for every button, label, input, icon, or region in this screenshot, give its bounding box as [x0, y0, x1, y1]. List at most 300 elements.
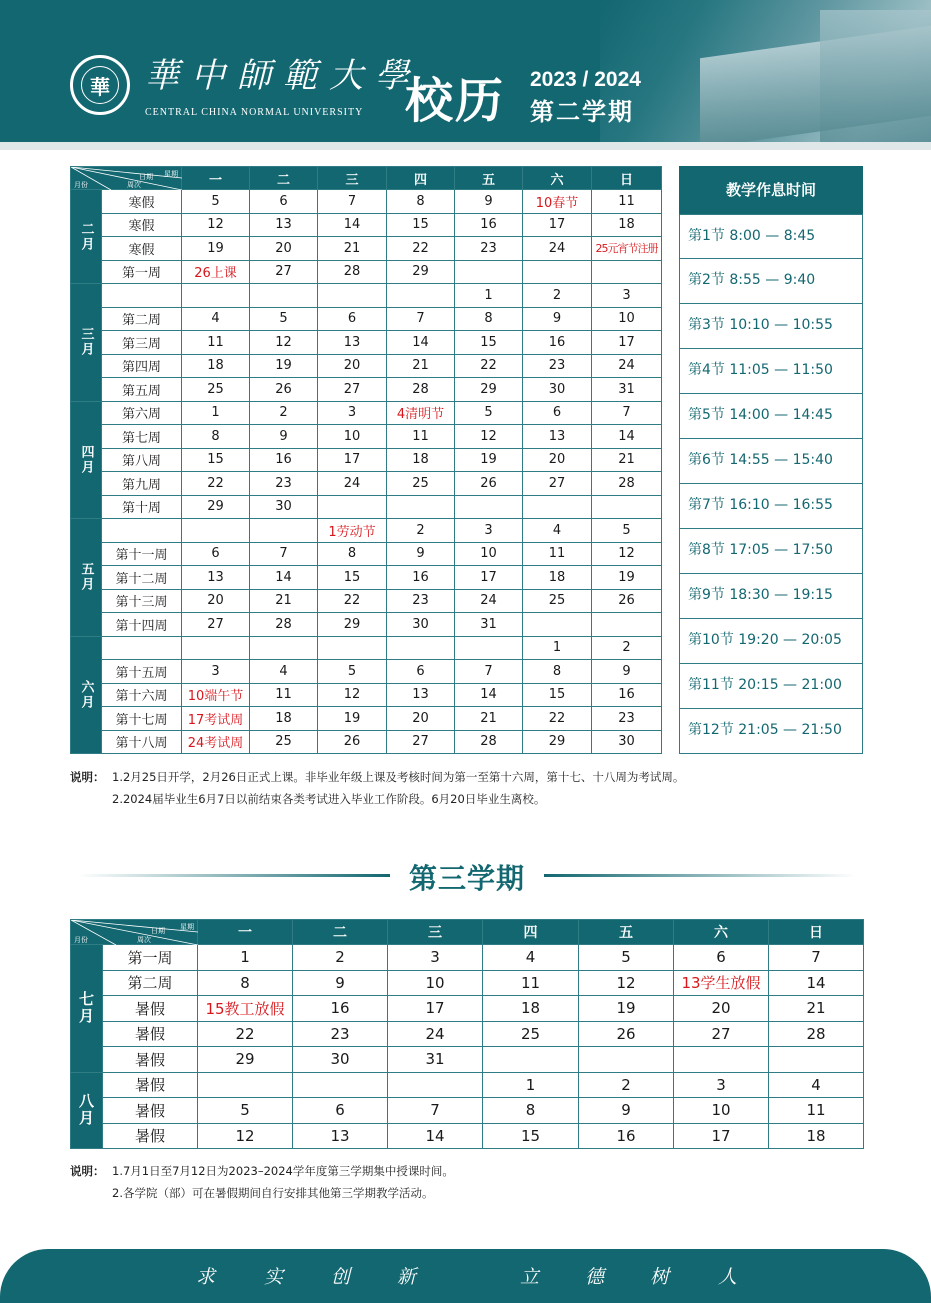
day-cell: 13 [250, 213, 318, 237]
schedule-period: 第10节 19:20 — 20:05 [679, 619, 863, 664]
day-cell: 15 [455, 331, 523, 355]
term3-header-row [71, 920, 864, 945]
note-line [70, 766, 684, 788]
term2-corner-cell [71, 167, 182, 190]
day-cell [387, 495, 455, 519]
day-cell: 26 [579, 1021, 674, 1047]
day-cell: 20 [318, 354, 387, 378]
day-cell: 4清明节 [387, 401, 455, 425]
university-name-en: CENTRAL CHINA NORMAL UNIVERSITY [145, 107, 364, 118]
day-cell: 13 [318, 331, 387, 355]
week-label: 第十三周 [102, 589, 182, 613]
day-cell: 23 [523, 354, 592, 378]
day-cell: 7 [387, 307, 455, 331]
day-cell: 19 [318, 707, 387, 731]
day-cell: 26 [250, 378, 318, 402]
week-label: 第七周 [102, 425, 182, 449]
day-cell: 15 [182, 448, 250, 472]
day-cell [674, 1047, 769, 1073]
day-cell: 2 [250, 401, 318, 425]
day-cell: 8 [483, 1098, 579, 1124]
day-cell: 22 [455, 354, 523, 378]
section-rule-right [544, 874, 856, 877]
day-cell [455, 495, 523, 519]
day-cell: 28 [769, 1021, 864, 1047]
week-label: 寒假 [102, 237, 182, 261]
day-cell: 10 [592, 307, 662, 331]
motto-char: 求 [196, 1266, 216, 1288]
month-label: 六月 [71, 636, 102, 754]
day-cell: 4 [769, 1072, 864, 1098]
motto-char: 新 [397, 1266, 417, 1288]
day-cell: 5 [318, 660, 387, 684]
day-cell: 24 [388, 1021, 483, 1047]
day-cell: 12 [182, 213, 250, 237]
notes-label: 说明： [70, 1164, 105, 1178]
day-cell: 5 [455, 401, 523, 425]
week-label: 第一周 [102, 260, 182, 284]
week-label: 第十四周 [102, 613, 182, 637]
day-cell: 9 [387, 542, 455, 566]
day-cell: 22 [318, 589, 387, 613]
week-row [71, 260, 662, 284]
academic-year: 2023 / 2024 [530, 68, 641, 91]
week-label: 第十七周 [102, 707, 182, 731]
day-cell: 20 [674, 996, 769, 1022]
day-cell: 13 [523, 425, 592, 449]
week-row [71, 1021, 864, 1047]
week-row [71, 378, 662, 402]
day-cell: 25 [483, 1021, 579, 1047]
day-cell: 25 [523, 589, 592, 613]
day-cell: 15 [523, 683, 592, 707]
day-cell: 20 [250, 237, 318, 261]
day-cell: 12 [592, 542, 662, 566]
weekday-header: 五 [455, 167, 523, 190]
day-cell: 8 [387, 190, 455, 214]
week-row [71, 945, 864, 971]
week-label: 第九周 [102, 472, 182, 496]
corner-month-label: 月份 [74, 181, 88, 189]
header-banner [0, 0, 931, 150]
day-cell: 15 [318, 566, 387, 590]
building-image-tower [820, 10, 931, 150]
day-cell: 2 [592, 636, 662, 660]
day-cell: 12 [198, 1123, 293, 1149]
day-cell: 7 [388, 1098, 483, 1124]
day-cell: 18 [250, 707, 318, 731]
day-cell: 24 [592, 354, 662, 378]
day-cell: 2 [293, 945, 388, 971]
day-cell: 8 [198, 970, 293, 996]
day-cell: 5 [579, 945, 674, 971]
day-cell: 30 [523, 378, 592, 402]
weekday-header: 日 [769, 920, 864, 945]
note-text: 1.2月25日开学，2月26日正式上课。非毕业年级上课及考核时间为第一至第十六周，第十七、十八周为考试周。 [112, 770, 685, 784]
week-row [71, 660, 662, 684]
day-cell [318, 636, 387, 660]
day-cell: 14 [455, 683, 523, 707]
university-name-cn: 華中師範大學 [145, 56, 421, 96]
day-cell: 29 [198, 1047, 293, 1073]
day-cell [182, 284, 250, 308]
day-cell: 27 [250, 260, 318, 284]
week-row [71, 613, 662, 637]
notes-label: 说明： [70, 770, 105, 784]
weekday-header: 一 [198, 920, 293, 945]
schedule-period: 第2节 8:55 — 9:40 [679, 259, 863, 304]
weekday-header: 一 [182, 167, 250, 190]
day-cell: 31 [388, 1047, 483, 1073]
term3-title: 第三学期 [408, 862, 525, 895]
day-cell: 10 [674, 1098, 769, 1124]
day-cell: 6 [674, 945, 769, 971]
week-label: 暑假 [103, 1021, 198, 1047]
day-cell: 30 [250, 495, 318, 519]
day-cell: 16 [592, 683, 662, 707]
day-cell: 3 [455, 519, 523, 543]
week-row [71, 237, 662, 261]
day-cell: 21 [455, 707, 523, 731]
day-cell: 19 [455, 448, 523, 472]
day-cell: 23 [592, 707, 662, 731]
day-cell [388, 1072, 483, 1098]
day-cell [592, 260, 662, 284]
day-cell: 7 [318, 190, 387, 214]
weekday-header: 二 [293, 920, 388, 945]
week-label: 寒假 [102, 190, 182, 214]
day-cell [250, 636, 318, 660]
term2-notes [70, 766, 684, 810]
day-cell: 22 [523, 707, 592, 731]
day-cell: 13学生放假 [674, 970, 769, 996]
day-cell [523, 613, 592, 637]
day-cell: 1 [182, 401, 250, 425]
week-label: 暑假 [103, 1123, 198, 1149]
day-cell: 4 [250, 660, 318, 684]
day-cell: 5 [182, 190, 250, 214]
day-cell: 18 [592, 213, 662, 237]
section-rule-left [78, 874, 390, 877]
day-cell: 2 [387, 519, 455, 543]
day-cell: 11 [250, 683, 318, 707]
day-cell: 8 [318, 542, 387, 566]
day-cell: 10端午节 [182, 683, 250, 707]
day-cell: 19 [250, 354, 318, 378]
day-cell: 3 [592, 284, 662, 308]
weekday-header: 日 [592, 167, 662, 190]
day-cell: 15教工放假 [198, 996, 293, 1022]
day-cell: 27 [674, 1021, 769, 1047]
day-cell: 23 [250, 472, 318, 496]
week-row [71, 1123, 864, 1149]
day-cell: 3 [388, 945, 483, 971]
day-cell: 20 [182, 589, 250, 613]
day-cell: 28 [250, 613, 318, 637]
weekday-header: 三 [388, 920, 483, 945]
day-cell: 21 [318, 237, 387, 261]
day-cell: 12 [250, 331, 318, 355]
day-cell [523, 495, 592, 519]
week-row [71, 1047, 864, 1073]
day-cell: 29 [182, 495, 250, 519]
day-cell: 6 [182, 542, 250, 566]
month-label: 四月 [71, 401, 102, 519]
week-label [102, 636, 182, 660]
week-row [71, 354, 662, 378]
week-row [71, 730, 662, 754]
day-cell: 18 [483, 996, 579, 1022]
day-cell: 17 [523, 213, 592, 237]
day-cell: 30 [293, 1047, 388, 1073]
day-cell [198, 1072, 293, 1098]
day-cell: 17 [674, 1123, 769, 1149]
day-cell: 9 [455, 190, 523, 214]
day-cell: 25元宵节注册 [592, 237, 662, 261]
corner-week-label: 周次 [127, 181, 141, 189]
schedule-period: 第8节 17:05 — 17:50 [679, 529, 863, 574]
week-label: 第十六周 [102, 683, 182, 707]
day-cell: 9 [592, 660, 662, 684]
day-cell: 16 [579, 1123, 674, 1149]
day-cell: 10 [388, 970, 483, 996]
day-cell: 4 [483, 945, 579, 971]
weekday-header: 六 [674, 920, 769, 945]
day-cell: 3 [318, 401, 387, 425]
month-label: 二月 [71, 190, 102, 284]
day-cell: 24 [523, 237, 592, 261]
week-label: 第二周 [102, 307, 182, 331]
day-cell: 2 [523, 284, 592, 308]
day-cell: 21 [592, 448, 662, 472]
day-cell: 16 [293, 996, 388, 1022]
day-cell: 23 [455, 237, 523, 261]
day-cell: 28 [318, 260, 387, 284]
day-cell: 21 [387, 354, 455, 378]
note-line [70, 788, 684, 810]
week-row [71, 472, 662, 496]
motto-char: 人 [718, 1266, 738, 1288]
day-cell: 14 [318, 213, 387, 237]
day-cell: 7 [455, 660, 523, 684]
day-cell: 18 [182, 354, 250, 378]
day-cell: 13 [182, 566, 250, 590]
week-row [71, 566, 662, 590]
schedule-period: 第7节 16:10 — 16:55 [679, 484, 863, 529]
week-label: 第十八周 [102, 730, 182, 754]
note-line [70, 1160, 454, 1182]
day-cell: 11 [483, 970, 579, 996]
corner-diagonal-lines [71, 920, 198, 945]
day-cell: 9 [579, 1098, 674, 1124]
day-cell: 11 [769, 1098, 864, 1124]
day-cell: 10 [318, 425, 387, 449]
day-cell: 22 [182, 472, 250, 496]
schedule-period: 第3节 10:10 — 10:55 [679, 304, 863, 349]
motto-char: 创 [331, 1266, 351, 1288]
week-label: 暑假 [103, 1072, 198, 1098]
corner-date-label: 日期 [139, 173, 153, 181]
day-cell: 6 [318, 307, 387, 331]
day-cell: 28 [455, 730, 523, 754]
day-cell [523, 260, 592, 284]
day-cell: 4 [182, 307, 250, 331]
week-row [71, 401, 662, 425]
week-row [71, 331, 662, 355]
day-cell [387, 636, 455, 660]
day-cell: 4 [523, 519, 592, 543]
corner-weekday-label: 星期 [164, 170, 178, 178]
term2-calendar-table [70, 166, 662, 754]
day-cell: 17 [455, 566, 523, 590]
week-row [71, 589, 662, 613]
month-label: 三月 [71, 284, 102, 402]
day-cell: 6 [523, 401, 592, 425]
day-cell: 12 [579, 970, 674, 996]
week-label: 第一周 [103, 945, 198, 971]
week-row [71, 213, 662, 237]
day-cell: 26上课 [182, 260, 250, 284]
day-cell: 6 [293, 1098, 388, 1124]
day-cell: 11 [592, 190, 662, 214]
day-cell: 29 [523, 730, 592, 754]
day-cell: 1 [455, 284, 523, 308]
day-cell: 15 [387, 213, 455, 237]
day-cell: 21 [769, 996, 864, 1022]
day-cell: 20 [523, 448, 592, 472]
day-cell: 22 [387, 237, 455, 261]
day-cell: 8 [455, 307, 523, 331]
schedule-period: 第6节 14:55 — 15:40 [679, 439, 863, 484]
day-cell: 18 [387, 448, 455, 472]
day-cell: 17 [388, 996, 483, 1022]
corner-week-label: 周次 [137, 936, 151, 944]
note-text: 1.7月1日至7月12日为2023–2024学年度第三学期集中授课时间。 [112, 1164, 454, 1178]
day-cell [483, 1047, 579, 1073]
day-cell: 29 [318, 613, 387, 637]
day-cell: 12 [318, 683, 387, 707]
weekday-header: 六 [523, 167, 592, 190]
week-row [71, 970, 864, 996]
motto-char: 立 [520, 1266, 540, 1288]
day-cell: 17 [318, 448, 387, 472]
day-cell: 27 [318, 378, 387, 402]
term3-calendar-table [70, 919, 864, 1149]
day-cell: 5 [198, 1098, 293, 1124]
month-label: 七月 [71, 945, 103, 1073]
day-cell: 14 [388, 1123, 483, 1149]
week-row [71, 495, 662, 519]
week-label: 第十一周 [102, 542, 182, 566]
week-label: 第十五周 [102, 660, 182, 684]
day-cell [293, 1072, 388, 1098]
week-label [102, 519, 182, 543]
seal-glyph: 華 [90, 75, 110, 99]
week-row [71, 542, 662, 566]
day-cell: 24 [318, 472, 387, 496]
day-cell: 7 [250, 542, 318, 566]
week-label: 第二周 [103, 970, 198, 996]
day-cell: 24 [455, 589, 523, 613]
schedule-period: 第4节 11:05 — 11:50 [679, 349, 863, 394]
day-cell: 29 [387, 260, 455, 284]
page-title: 校历 [405, 73, 506, 129]
day-cell: 30 [387, 613, 455, 637]
schedule-period: 第5节 14:00 — 14:45 [679, 394, 863, 439]
week-row [71, 519, 662, 543]
week-row [71, 448, 662, 472]
schedule-period: 第12节 21:05 — 21:50 [679, 709, 863, 754]
day-cell: 18 [769, 1123, 864, 1149]
weekday-header: 三 [318, 167, 387, 190]
header-divider [0, 142, 931, 150]
day-cell [387, 284, 455, 308]
week-row [71, 683, 662, 707]
day-cell: 27 [182, 613, 250, 637]
week-label: 第六周 [102, 401, 182, 425]
schedule-period: 第11节 20:15 — 21:00 [679, 664, 863, 709]
footer-banner [0, 1249, 931, 1303]
day-cell: 1 [483, 1072, 579, 1098]
day-cell [769, 1047, 864, 1073]
day-cell: 31 [455, 613, 523, 637]
day-cell: 17 [592, 331, 662, 355]
day-cell: 14 [769, 970, 864, 996]
day-cell: 8 [523, 660, 592, 684]
day-cell: 7 [769, 945, 864, 971]
note-line [70, 1182, 454, 1204]
day-cell [250, 519, 318, 543]
day-cell: 13 [387, 683, 455, 707]
day-cell: 16 [250, 448, 318, 472]
schedule-period: 第9节 18:30 — 19:15 [679, 574, 863, 619]
corner-date-label: 日期 [151, 927, 165, 935]
week-row [71, 1098, 864, 1124]
day-cell: 27 [387, 730, 455, 754]
term2-header-row [71, 167, 662, 190]
day-cell: 28 [387, 378, 455, 402]
day-cell: 23 [387, 589, 455, 613]
day-cell [318, 284, 387, 308]
day-cell: 7 [592, 401, 662, 425]
day-cell: 30 [592, 730, 662, 754]
day-cell: 29 [455, 378, 523, 402]
day-cell: 18 [523, 566, 592, 590]
day-cell: 27 [523, 472, 592, 496]
week-label: 第四周 [102, 354, 182, 378]
day-cell [592, 613, 662, 637]
term3-corner-cell [71, 920, 198, 945]
week-row [71, 1072, 864, 1098]
week-label: 第八周 [102, 448, 182, 472]
motto-char: 实 [264, 1266, 284, 1288]
day-cell: 11 [523, 542, 592, 566]
day-cell: 24考试周 [182, 730, 250, 754]
day-cell: 12 [455, 425, 523, 449]
day-cell: 22 [198, 1021, 293, 1047]
day-cell [182, 636, 250, 660]
week-label: 第三周 [102, 331, 182, 355]
note-text: 2.2024届毕业生6月7日以前结束各类考试进入毕业工作阶段。6月20日毕业生离校。 [112, 792, 546, 806]
day-cell: 3 [674, 1072, 769, 1098]
day-cell: 20 [387, 707, 455, 731]
month-label: 八月 [71, 1072, 103, 1149]
day-cell: 28 [592, 472, 662, 496]
day-cell: 16 [387, 566, 455, 590]
week-row [71, 284, 662, 308]
class-schedule-panel [679, 166, 863, 754]
week-label: 第十周 [102, 495, 182, 519]
